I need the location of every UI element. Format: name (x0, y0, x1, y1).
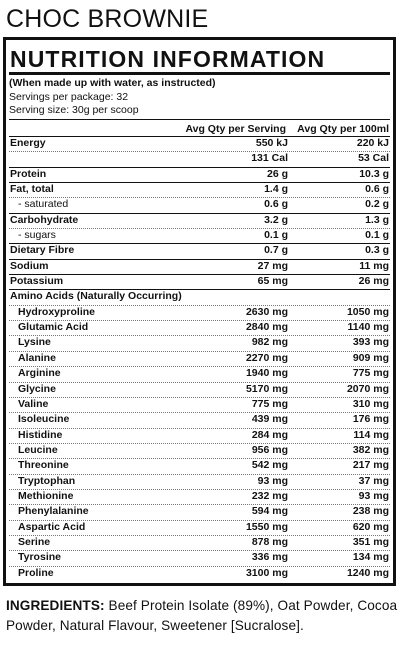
value-per-serving: 1550 mg (245, 520, 288, 533)
table-row (9, 228, 390, 243)
value-per-100ml: 37 mg (358, 474, 389, 487)
value-per-serving: 956 mg (251, 443, 288, 456)
value-per-100ml: 0.1 g (365, 229, 389, 242)
table-row (9, 259, 390, 274)
table-row (9, 289, 390, 304)
value-per-serving: 232 mg (251, 489, 288, 502)
value-per-100ml: 310 mg (352, 397, 389, 410)
nutrient-label: Alanine (18, 351, 56, 364)
value-per-100ml: 0.3 g (365, 244, 389, 257)
value-per-serving: 542 mg (251, 459, 288, 472)
value-per-serving: 336 mg (251, 551, 288, 564)
value-per-100ml: 1.3 g (365, 213, 389, 226)
servings-per-package: Servings per package: 32 (9, 91, 129, 103)
nutrient-label: Aspartic Acid (18, 520, 86, 533)
value-per-100ml: 93 mg (358, 489, 389, 502)
nutrient-label: Histidine (18, 428, 63, 441)
value-per-100ml: 26 mg (358, 275, 389, 288)
table-row (9, 520, 390, 535)
table-row (9, 243, 390, 258)
nutrient-label: Glutamic Acid (18, 321, 89, 334)
table-row (9, 566, 390, 581)
table-row (9, 535, 390, 550)
nutrient-label: Tryptophan (18, 474, 76, 487)
table-row (9, 382, 390, 397)
nutrient-label: Tyrosine (18, 551, 61, 564)
value-per-100ml: 620 mg (352, 520, 389, 533)
nutrient-label: Isoleucine (18, 413, 70, 426)
nutrition-panel (3, 37, 396, 586)
nutrient-label: Serine (18, 535, 51, 548)
value-per-serving: 2270 mg (245, 351, 288, 364)
nutrient-label: Lysine (18, 336, 51, 349)
table-row (9, 412, 390, 427)
table-row (9, 366, 390, 381)
value-per-serving: 775 mg (251, 397, 288, 410)
nutrient-label: Sodium (10, 259, 49, 272)
ingredients-statement (6, 596, 398, 636)
value-per-serving: 878 mg (251, 535, 288, 548)
value-per-100ml: 238 mg (352, 505, 389, 518)
value-per-serving: 27 mg (257, 259, 288, 272)
table-row (9, 167, 390, 182)
column-header-serving: Avg Qty per Serving (185, 123, 286, 135)
value-per-serving: 5170 mg (245, 382, 288, 395)
nutrient-label: Glycine (18, 382, 56, 395)
nutrient-label: Dietary Fibre (10, 244, 75, 257)
value-per-100ml: 53 Cal (358, 152, 389, 165)
nutrient-label: Threonine (18, 459, 69, 472)
value-per-serving: 550 kJ (255, 137, 288, 149)
table-row (9, 504, 390, 519)
value-per-serving: 0.7 g (264, 244, 288, 257)
nutrient-label: Valine (18, 397, 49, 410)
ingredients-label: INGREDIENTS: (6, 598, 105, 613)
value-per-serving: 0.6 g (264, 198, 288, 211)
header-divider (9, 119, 390, 120)
nutrient-label: Phenylalanine (18, 505, 89, 518)
value-per-100ml: 393 mg (352, 336, 389, 349)
table-row (9, 335, 390, 350)
value-per-serving: 131 Cal (251, 152, 288, 165)
value-per-serving: 26 g (266, 167, 288, 180)
value-per-serving: 0.1 g (264, 229, 288, 242)
value-per-100ml: 1140 mg (347, 321, 389, 334)
nutrient-label: Hydroxyproline (18, 305, 96, 318)
value-per-serving: 594 mg (251, 505, 288, 518)
value-per-serving: 982 mg (251, 336, 288, 349)
ingredients-text: Beef Protein Isolate (89%), Oat Powder, Cocoa Powder, Natural Flavour, Sweetener [Sucralose]. (6, 598, 398, 633)
nutrient-label: Leucine (18, 443, 58, 456)
value-per-serving: 1940 mg (245, 367, 288, 380)
value-per-100ml: 11 mg (359, 259, 389, 272)
value-per-100ml: 909 mg (352, 351, 389, 364)
flavour-title: CHOC BROWNIE (6, 5, 209, 33)
table-row (9, 274, 390, 289)
value-per-100ml: 382 mg (352, 443, 389, 456)
table-row (9, 428, 390, 443)
title-divider (9, 72, 390, 75)
panel-title: NUTRITION INFORMATION (10, 46, 326, 72)
value-per-100ml: 114 mg (353, 428, 389, 441)
table-row (9, 305, 390, 320)
nutrient-label: Fat, total (10, 183, 54, 196)
value-per-serving: 284 mg (251, 428, 288, 441)
value-per-100ml: 351 mg (352, 535, 389, 548)
nutrient-label: Methionine (18, 489, 74, 502)
value-per-100ml: 220 kJ (356, 137, 389, 149)
table-row (9, 397, 390, 412)
serving-size: Serving size: 30g per scoop (9, 104, 139, 116)
table-row (9, 182, 390, 197)
value-per-serving: 1.4 g (264, 183, 288, 196)
nutrient-label: Arginine (18, 367, 61, 380)
nutrient-label: Proline (18, 566, 54, 579)
value-per-serving: 65 mg (257, 275, 288, 288)
value-per-100ml: 1050 mg (346, 305, 389, 318)
nutrient-label: - saturated (18, 198, 69, 211)
value-per-serving: 3100 mg (245, 566, 288, 579)
nutrient-label: Potassium (10, 275, 64, 288)
value-per-100ml: 0.2 g (365, 198, 389, 211)
nutrient-label: - sugars (18, 229, 56, 242)
nutrient-label: Energy (10, 137, 46, 149)
table-row (9, 320, 390, 335)
table-row (9, 458, 390, 473)
table-row (9, 136, 390, 151)
value-per-serving: 93 mg (257, 474, 288, 487)
table-row (9, 351, 390, 366)
value-per-100ml: 2070 mg (346, 382, 389, 395)
value-per-100ml: 1240 mg (346, 566, 389, 579)
value-per-100ml: 775 mg (352, 367, 389, 380)
table-row (9, 550, 390, 565)
value-per-100ml: 0.6 g (365, 183, 389, 196)
nutrient-label: Amino Acids (Naturally Occurring) (10, 290, 182, 303)
table-row (9, 213, 390, 228)
value-per-100ml: 217 mg (352, 459, 389, 472)
table-row (9, 443, 390, 458)
value-per-100ml: 176 mg (352, 413, 389, 426)
panel-subtitle: (When made up with water, as instructed) (9, 77, 216, 89)
value-per-serving: 2630 mg (245, 305, 288, 318)
value-per-serving: 2840 mg (245, 321, 288, 334)
table-row (9, 151, 390, 166)
value-per-serving: 3.2 g (264, 213, 288, 226)
table-row (9, 489, 390, 504)
nutrient-label: Protein (10, 167, 47, 180)
nutrient-table (9, 136, 390, 581)
value-per-100ml: 10.3 g (359, 167, 389, 180)
value-per-100ml: 134 mg (352, 551, 389, 564)
table-row (9, 197, 390, 212)
nutrient-label: Carbohydrate (10, 213, 79, 226)
column-header-per-100ml: Avg Qty per 100ml (297, 123, 389, 135)
table-row (9, 474, 390, 489)
value-per-serving: 439 mg (251, 413, 288, 426)
